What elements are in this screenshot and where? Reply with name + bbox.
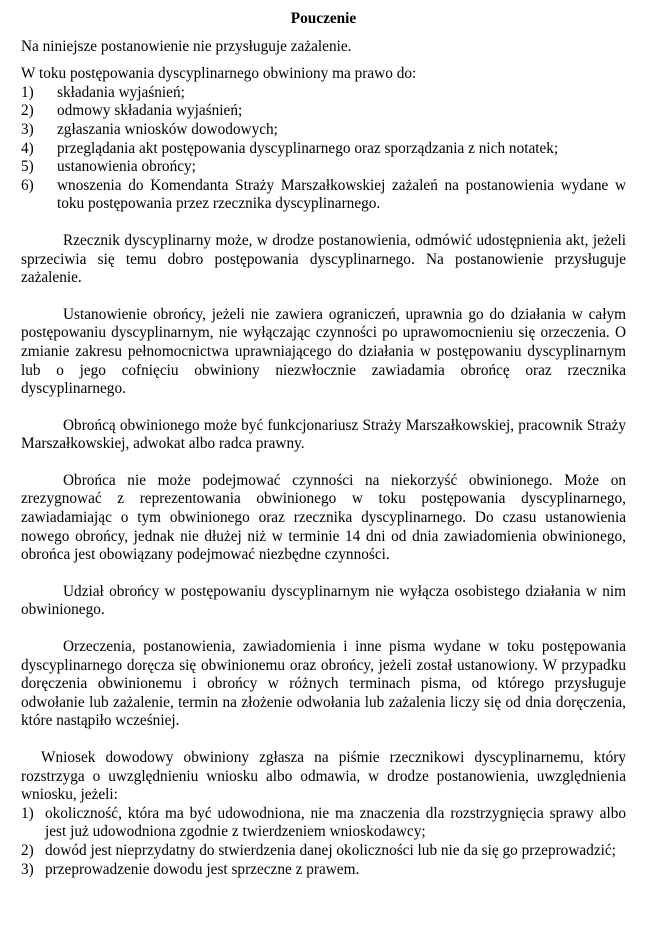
paragraph: Obrońca nie może podejmować czynności na niekorzyść obwinionego. Może on zrezygnować z reprezentowania obwinionego w toku postępowania dyscyplinarnego, zawiadamiając o tym obwinionego oraz rzecznika dyscyplinarnego. Do czasu ustanowienia nowego obrońcy, jednak nie dłużej niż w terminie 14 dni od dnia zawiadomienia obwinionego, obrońca jest obowiązany podejmować niezbędne czynności. (21, 471, 626, 564)
evidence-intro: Wniosek dowodowy obwiniony zgłasza na piśmie rzecznikowi dyscyplinarnemu, który rozstrzyga o uwzględnieniu wniosku albo odmawia, w drodze postanowienia, uwzględnienia wniosku, jeżeli: (21, 749, 626, 804)
list-item: 3) przeprowadzenie dowodu jest sprzeczne z prawem. (21, 860, 360, 878)
document-title: Pouczenie (290, 10, 357, 27)
list-item: 2) dowód jest nieprzydatny do stwierdzenia danej okoliczności lub nie da się go przeprowadzić; (21, 841, 616, 859)
paragraph: Rzecznik dyscyplinarny może, w drodze postanowienia, odmówić udostępnienia akt, jeżeli sprzeciwia się temu dobro postępowania dyscyplinarnego. Na postanowienie przysługuje zażalenie. (21, 231, 626, 287)
evidence-list (21, 805, 626, 879)
list-item: 2) odmowy składania wyjaśnień; (21, 102, 243, 120)
list-item: 4) przeglądania akt postępowania dyscyplinarnego oraz sporządzania z nich notatek; (21, 139, 559, 157)
rights-intro: W toku postępowania dyscyplinarnego obwiniony ma prawo do: (21, 65, 417, 83)
rights-list (21, 84, 626, 214)
no-appeal-notice: Na niniejsze postanowienie nie przysługuje zażalenie. (21, 37, 352, 55)
list-item: 6) wnoszenia do Komendanta Straży Marszałkowskiej zażaleń na postanowienia wydane w toku postępowania przez rzecznika dyscyplinarnego. (21, 176, 626, 213)
document-page (21, 10, 626, 879)
paragraph: Ustanowienie obrońcy, jeżeli nie zawiera ograniczeń, uprawnia go do działania w całym postępowaniu dyscyplinarnym, nie wyłączając czynności po uprawomocnieniu się orzeczenia. O zmianie zakresu pełnomocnictwa uprawniającego do działania w postępowaniu dyscyplinarnym lub o jego cofnięciu obwiniony niezwłocznie zawiadamia obrońcę oraz rzecznika dyscyplinarnego. (21, 305, 626, 398)
paragraph: Orzeczenia, postanowienia, zawiadomienia i inne pisma wydane w toku postępowania dyscyplinarnego doręcza się obwinionemu oraz obrońcy, jeżeli został ustanowiony. W przypadku doręczenia obwinionemu i obrońcy w różnych terminach pisma, od którego przysługuje odwołanie lub zażalenie, termin na złożenie odwołania lub zażalenia liczy się od dnia doręczenia, które nastąpiło wcześniej. (21, 638, 626, 730)
list-item: 5) ustanowienia obrońcy; (21, 158, 196, 176)
list-item: 3) zgłaszania wniosków dowodowych; (21, 120, 278, 138)
paragraph: Udział obrońcy w postępowaniu dyscyplinarnym nie wyłącza osobistego działania w nim obwinionego. (21, 582, 626, 619)
paragraph: Obrońcą obwinionego może być funkcjonariusz Straży Marszałkowskiej, pracownik Straży Marszałkowskiej, adwokat albo radca prawny. (21, 416, 626, 453)
list-item: 1) okoliczność, która ma być udowodniona, nie ma znaczenia dla rozstrzygnięcia sprawy albo jest już udowodniona zgodnie z twierdzeniem wnioskodawcy; (21, 804, 626, 841)
list-item: 1) składania wyjaśnień; (21, 83, 185, 101)
